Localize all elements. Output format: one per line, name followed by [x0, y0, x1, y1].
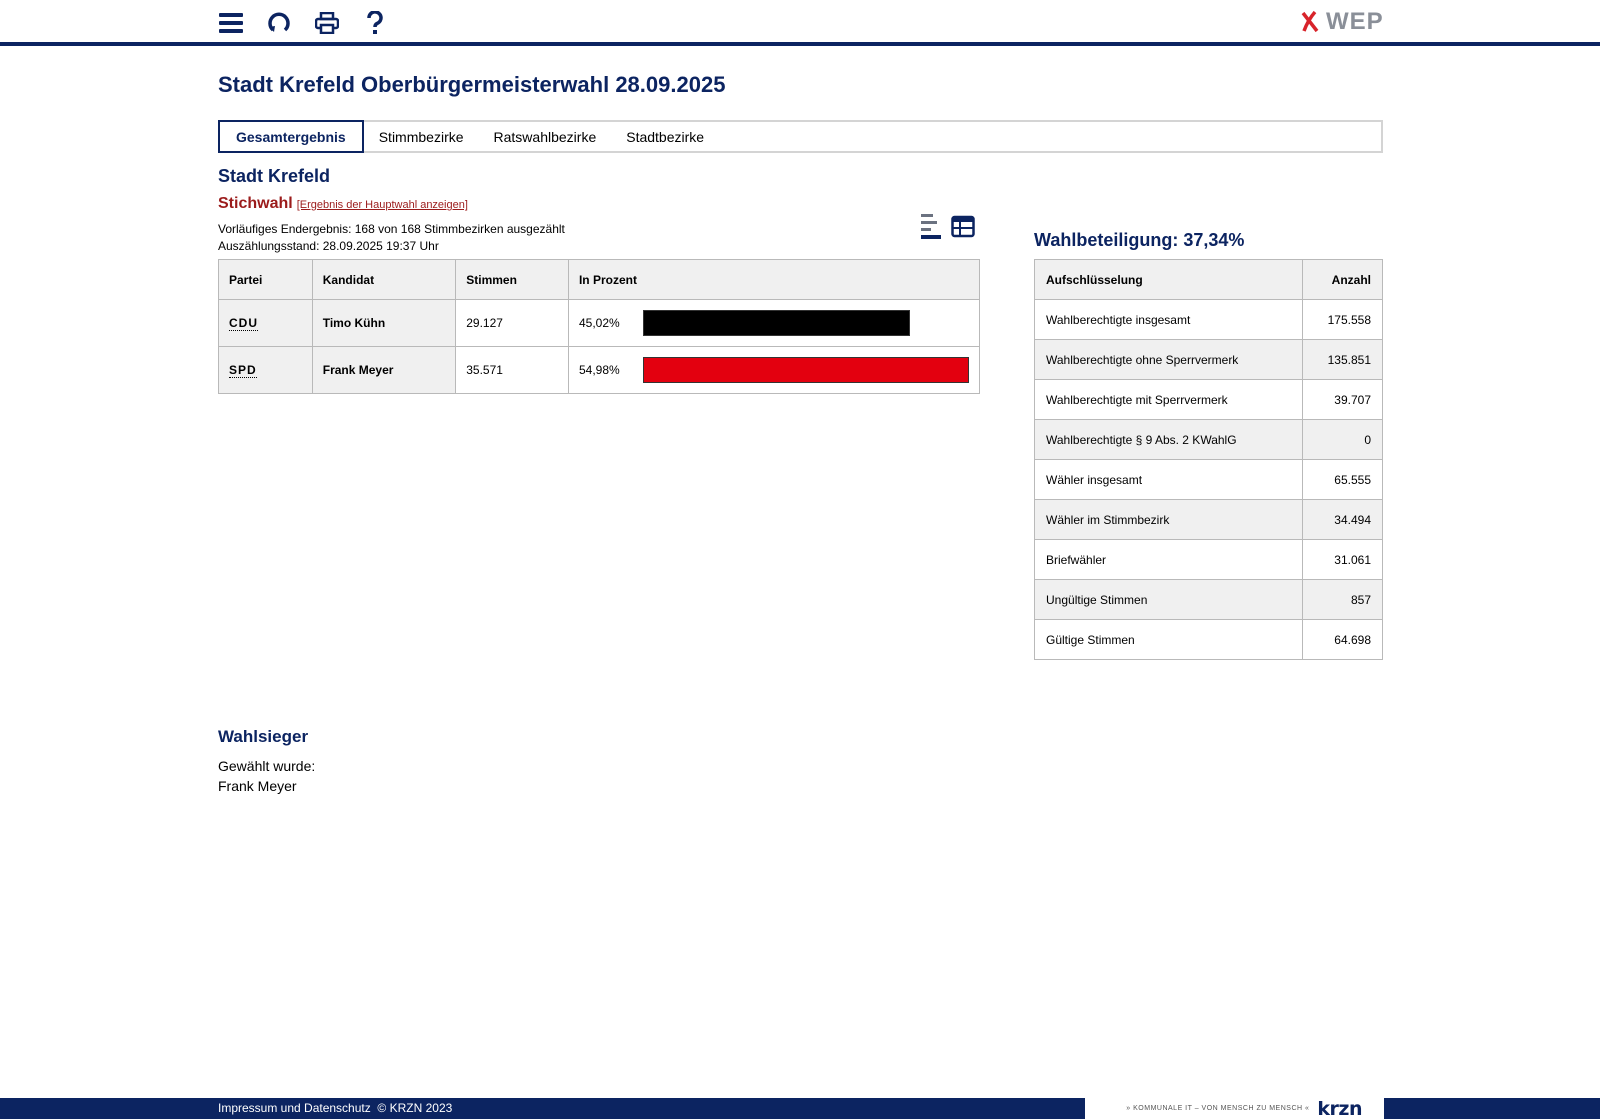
toolbar	[216, 8, 408, 38]
krzn-logo	[1085, 1098, 1384, 1119]
imprint-link[interactable]: Impressum und Datenschutz	[218, 1101, 371, 1115]
wep-logo	[1300, 8, 1384, 36]
turnout-label: Wahlberechtigte mit Sperrvermerk	[1035, 380, 1303, 420]
wep-logo-text: WEP	[1326, 8, 1384, 35]
tab-stadtbezirke[interactable]: Stadtbezirke	[626, 128, 705, 145]
stichwahl-label: Stichwahl	[218, 195, 293, 212]
header-count: Anzahl	[1303, 260, 1383, 300]
chart-view-icon[interactable]	[918, 212, 944, 242]
table-row	[1035, 500, 1383, 540]
tab-bar	[218, 120, 1383, 153]
header-percent: In Prozent	[568, 260, 979, 300]
section-title: Stadt Krefeld	[218, 166, 331, 186]
turnout-label: Wahlberechtigte ohne Sperrvermerk	[1035, 340, 1303, 380]
turnout-label: Wahlberechtigte § 9 Abs. 2 KWahlG	[1035, 420, 1303, 460]
turnout-value: 175.558	[1303, 300, 1383, 340]
table-row	[219, 347, 980, 394]
header-votes: Stimmen	[456, 260, 569, 300]
turnout-value: 34.494	[1303, 500, 1383, 540]
hauptwahl-link[interactable]: [Ergebnis der Hauptwahl anzeigen]	[296, 199, 468, 211]
copyright: © KRZN 2023	[377, 1101, 453, 1115]
turnout-value: 64.698	[1303, 620, 1383, 660]
bar-track	[643, 357, 969, 383]
tab-gesamtergebnis[interactable]: Gesamtergebnis	[218, 120, 364, 153]
header-breakdown: Aufschlüsselung	[1035, 260, 1303, 300]
results-header-row	[219, 260, 980, 300]
footer	[0, 1098, 1600, 1119]
table-row	[1035, 300, 1383, 340]
table-row	[1035, 380, 1383, 420]
party-cell	[219, 347, 313, 394]
turnout-value: 0	[1303, 420, 1383, 460]
page-title: Stadt Krefeld Oberbürgermeisterwahl 28.09.2025	[218, 72, 726, 97]
turnout-label: Wähler insgesamt	[1035, 460, 1303, 500]
result-meta	[218, 221, 565, 255]
vote-bar-cdu	[643, 310, 910, 336]
turnout-header-row	[1035, 260, 1383, 300]
winner-label: Gewählt wurde:	[218, 758, 316, 774]
winner-title: Wahlsieger	[218, 727, 309, 746]
turnout-value: 39.707	[1303, 380, 1383, 420]
help-icon[interactable]	[360, 8, 390, 38]
table-row	[1035, 460, 1383, 500]
winner-name: Frank Meyer	[218, 778, 297, 794]
top-bar	[0, 0, 1600, 46]
turnout-value: 135.851	[1303, 340, 1383, 380]
krzn-slogan: » KOMMUNALE IT – VON MENSCH ZU MENSCH «	[1126, 1105, 1310, 1112]
header-candidate: Kandidat	[312, 260, 456, 300]
turnout-title: Wahlbeteiligung: 37,34%	[1034, 230, 1245, 250]
ballot-cross-icon	[1300, 10, 1322, 34]
table-row	[1035, 340, 1383, 380]
turnout-value: 31.061	[1303, 540, 1383, 580]
tab-ratswahlbezirke[interactable]: Ratswahlbezirke	[493, 128, 597, 145]
menu-icon[interactable]	[216, 8, 246, 38]
table-row	[1035, 420, 1383, 460]
percent-value: 45,02%	[578, 316, 620, 330]
turnout-value: 65.555	[1303, 460, 1383, 500]
candidate-name: Frank Meyer	[312, 347, 456, 394]
results-table	[218, 259, 980, 394]
percent-cell	[568, 347, 979, 394]
turnout-table	[1034, 259, 1383, 660]
candidate-name: Timo Kühn	[312, 300, 456, 347]
refresh-icon[interactable]	[264, 8, 294, 38]
table-row	[1035, 540, 1383, 580]
table-row	[1035, 580, 1383, 620]
table-view-icon[interactable]	[950, 212, 976, 242]
party-cdu[interactable]: CDU	[229, 316, 258, 330]
vote-count: 29.127	[456, 300, 569, 347]
turnout-label: Gültige Stimmen	[1035, 620, 1303, 660]
bar-track	[643, 310, 969, 336]
count-timestamp: Auszählungsstand: 28.09.2025 19:37 Uhr	[218, 239, 439, 253]
view-switcher	[918, 212, 982, 242]
party-spd[interactable]: SPD	[229, 363, 257, 377]
tab-stimmbezirke[interactable]: Stimmbezirke	[378, 128, 464, 145]
krzn-wordmark: krzn	[1317, 1097, 1362, 1119]
turnout-label: Ungültige Stimmen	[1035, 580, 1303, 620]
stichwahl-line	[218, 195, 468, 213]
party-cell	[219, 300, 313, 347]
turnout-value: 857	[1303, 580, 1383, 620]
header-party: Partei	[219, 260, 313, 300]
turnout-label: Briefwähler	[1035, 540, 1303, 580]
count-progress: Vorläufiges Endergebnis: 168 von 168 Stimmbezirken ausgezählt	[218, 222, 565, 236]
winner-block	[218, 756, 315, 796]
vote-bar-spd	[643, 357, 969, 383]
table-row	[1035, 620, 1383, 660]
footer-text	[218, 1101, 452, 1115]
vote-count: 35.571	[456, 347, 569, 394]
percent-value: 54,98%	[578, 363, 620, 377]
turnout-label: Wahlberechtigte insgesamt	[1035, 300, 1303, 340]
table-row	[219, 300, 980, 347]
turnout-label: Wähler im Stimmbezirk	[1035, 500, 1303, 540]
percent-cell	[568, 300, 979, 347]
print-icon[interactable]	[312, 8, 342, 38]
